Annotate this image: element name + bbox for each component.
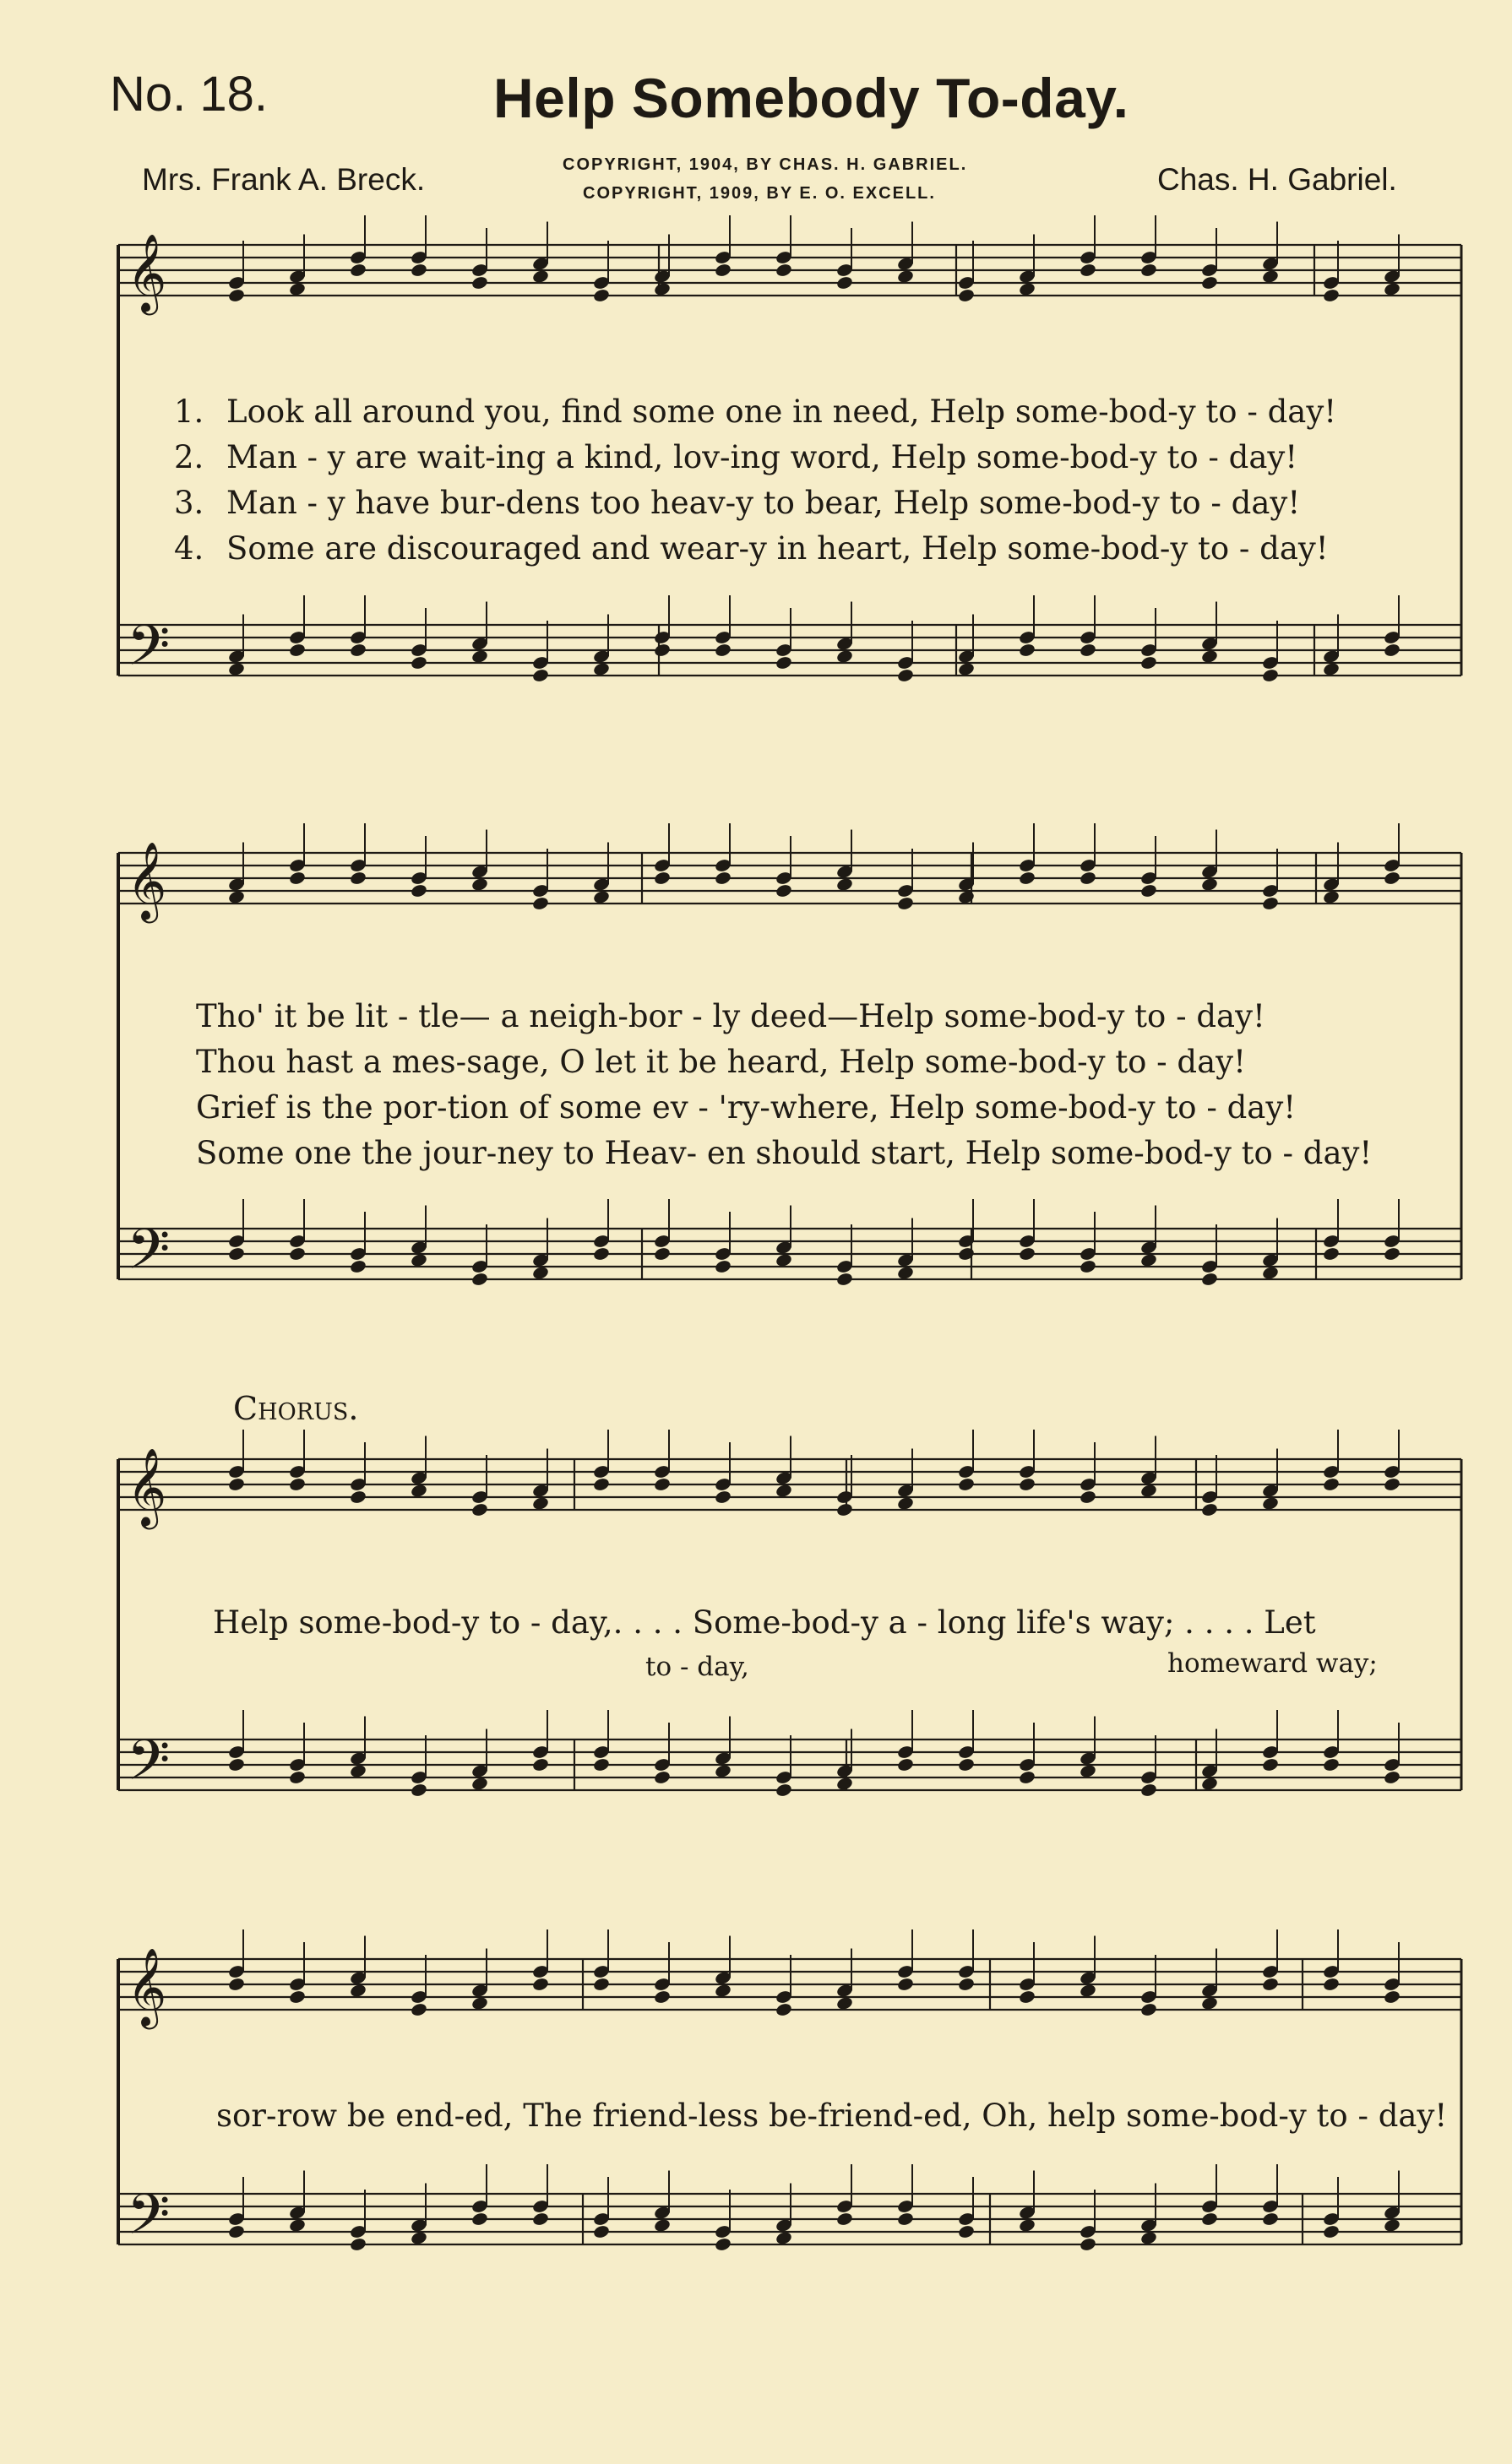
note-head <box>349 263 367 278</box>
note-head <box>410 2002 427 2017</box>
note-head <box>653 871 671 886</box>
note-heads <box>127 215 1401 2260</box>
note-head <box>835 275 853 290</box>
note-head <box>1322 1477 1340 1492</box>
note-head <box>1079 643 1096 658</box>
chorus-label: Chorus. <box>233 1390 359 1427</box>
note-head <box>957 2224 975 2239</box>
note-head <box>1383 1246 1401 1262</box>
note-head <box>288 1770 306 1785</box>
copyright-line-2: COPYRIGHT, 1909, BY E. O. EXCELL. <box>583 184 936 203</box>
note-head <box>592 1977 610 1992</box>
note-head <box>1383 1770 1401 1785</box>
chorus-line-1: Help some-bod-y to - day,. . . . Some-bod-y a - long life's way; . . . . Let <box>213 1604 1316 1641</box>
note-head <box>1018 643 1036 658</box>
note-head <box>1383 643 1401 658</box>
note-head <box>288 1477 306 1492</box>
verse-number: 2. <box>174 439 204 475</box>
verse-3-line-1: Man - y have bur-dens too heav-y to bear, Help some-bod-y to - day! <box>226 485 1301 521</box>
note-head <box>653 1989 671 2005</box>
note-head <box>775 655 792 670</box>
note-head <box>775 1783 792 1798</box>
verse-4-line-2: Some one the jour-ney to Heav- en should start, Help some-bod-y to - day! <box>196 1135 1373 1171</box>
note-head <box>835 1502 853 1517</box>
note-head <box>1261 1757 1279 1772</box>
verse-1-line-2: Tho' it be lit - tle— a neigh-bor - ly deed—Help some-bod-y to - day! <box>196 998 1265 1034</box>
note-head <box>349 1259 367 1274</box>
clef-symbol: 𝄢 <box>127 2182 171 2260</box>
note-head <box>775 883 792 898</box>
verse-4-line-1: Some are discouraged and wear-y in heart, Help some-bod-y to - day! <box>226 530 1329 567</box>
verse-number: 1. <box>174 393 204 430</box>
note-head <box>592 288 610 303</box>
note-head <box>714 2237 732 2252</box>
verse-2-line-1: Man - y are wait-ing a kind, lov-ing word, Help some-bod-y to - day! <box>226 439 1298 475</box>
chorus-echo-2: homeward way; <box>1167 1648 1378 1679</box>
note-head <box>531 1977 549 1992</box>
note-head <box>1139 2002 1157 2017</box>
note-head <box>1079 1259 1096 1274</box>
note-head <box>227 1757 245 1772</box>
note-head <box>896 896 914 911</box>
note-head <box>957 1246 975 1262</box>
note-head <box>410 883 427 898</box>
note-head <box>835 2212 853 2227</box>
verse-number: 3. <box>174 485 204 521</box>
note-head <box>1139 655 1157 670</box>
clef-symbol: 𝄢 <box>127 1728 171 1806</box>
note-head <box>1079 2237 1096 2252</box>
note-head <box>470 275 488 290</box>
note-head <box>714 871 732 886</box>
note-head <box>1322 1757 1340 1772</box>
note-head <box>349 1490 367 1505</box>
note-head <box>227 1246 245 1262</box>
note-head <box>531 1757 549 1772</box>
note-head <box>1200 275 1218 290</box>
note-head <box>1200 2212 1218 2227</box>
note-head <box>592 2224 610 2239</box>
note-head <box>531 896 549 911</box>
note-head <box>896 1977 914 1992</box>
note-head <box>1200 1272 1218 1287</box>
note-head <box>410 263 427 278</box>
note-head <box>775 263 792 278</box>
note-head <box>835 1272 853 1287</box>
note-head <box>714 1490 732 1505</box>
note-head <box>1018 1989 1036 2005</box>
note-head <box>714 263 732 278</box>
copyright-line-1: COPYRIGHT, 1904, BY CHAS. H. GABRIEL. <box>563 155 968 174</box>
note-head <box>349 643 367 658</box>
verse-3-line-2: Grief is the por-tion of some ev - 'ry-where, Help some-bod-y to - day! <box>196 1089 1297 1126</box>
note-head <box>896 1757 914 1772</box>
note-head <box>410 655 427 670</box>
note-head <box>1079 263 1096 278</box>
verse-1-line-1: Look all around you, find some one in need, Help some-bod-y to - day! <box>226 393 1337 430</box>
note-head <box>1018 1246 1036 1262</box>
note-head <box>957 1477 975 1492</box>
note-head <box>227 288 245 303</box>
note-head <box>227 1977 245 1992</box>
note-head <box>349 2237 367 2252</box>
note-head <box>1322 288 1340 303</box>
note-head <box>288 1246 306 1262</box>
note-head <box>1018 1770 1036 1785</box>
clef-symbol: 𝄞 <box>127 841 167 920</box>
note-head <box>1139 1783 1157 1798</box>
note-head <box>288 643 306 658</box>
note-head <box>957 288 975 303</box>
note-head <box>592 1757 610 1772</box>
note-head <box>1261 1977 1279 1992</box>
chorus-echo-1: to - day, <box>645 1652 749 1682</box>
note-head <box>714 643 732 658</box>
note-head <box>1383 871 1401 886</box>
note-head <box>470 1502 488 1517</box>
note-head <box>1322 1977 1340 1992</box>
note-head <box>1018 871 1036 886</box>
clef-symbol: 𝄢 <box>127 613 171 692</box>
note-head <box>470 1272 488 1287</box>
clef-symbol: 𝄞 <box>127 233 167 312</box>
verse-number: 4. <box>174 530 204 567</box>
note-head <box>1139 263 1157 278</box>
clef-symbol: 𝄞 <box>127 1947 167 2026</box>
note-head <box>957 1757 975 1772</box>
note-head <box>1261 2212 1279 2227</box>
note-head <box>896 2212 914 2227</box>
chorus-line-2: sor-row be end-ed, The friend-less be-friend-ed, Oh, help some-bod-y to - day! <box>216 2098 1448 2134</box>
note-head <box>592 1246 610 1262</box>
note-head <box>1383 1989 1401 2005</box>
hymn-title: Help Somebody To-day. <box>493 67 1129 129</box>
note-head <box>531 668 549 683</box>
note-head <box>349 871 367 886</box>
note-head <box>1018 1477 1036 1492</box>
clef-symbol: 𝄢 <box>127 1217 171 1295</box>
note-head <box>1261 896 1279 911</box>
note-head <box>653 1477 671 1492</box>
note-head <box>775 2002 792 2017</box>
note-head <box>1322 1246 1340 1262</box>
note-head <box>470 2212 488 2227</box>
note-head <box>1079 1490 1096 1505</box>
note-head <box>410 1783 427 1798</box>
composer-credit: Chas. H. Gabriel. <box>1157 162 1397 197</box>
note-head <box>653 643 671 658</box>
note-head <box>653 1246 671 1262</box>
lyricist-credit: Mrs. Frank A. Breck. <box>142 162 426 197</box>
note-head <box>1261 668 1279 683</box>
hymn-number: No. 18. <box>110 67 268 122</box>
note-head <box>531 2212 549 2227</box>
note-head <box>714 1259 732 1274</box>
clef-symbol: 𝄞 <box>127 1447 167 1526</box>
note-head <box>653 1770 671 1785</box>
note-head <box>896 668 914 683</box>
note-head <box>592 1477 610 1492</box>
verse-2-line-2: Thou hast a mes-sage, O let it be heard, Help some-bod-y to - day! <box>196 1044 1246 1080</box>
note-head <box>1383 1477 1401 1492</box>
note-head <box>227 1477 245 1492</box>
note-head <box>1322 2224 1340 2239</box>
note-head <box>288 1989 306 2005</box>
note-head <box>227 2224 245 2239</box>
note-head <box>1139 883 1157 898</box>
note-head <box>1200 1502 1218 1517</box>
note-head <box>1079 871 1096 886</box>
note-head <box>957 1977 975 1992</box>
note-head <box>288 871 306 886</box>
